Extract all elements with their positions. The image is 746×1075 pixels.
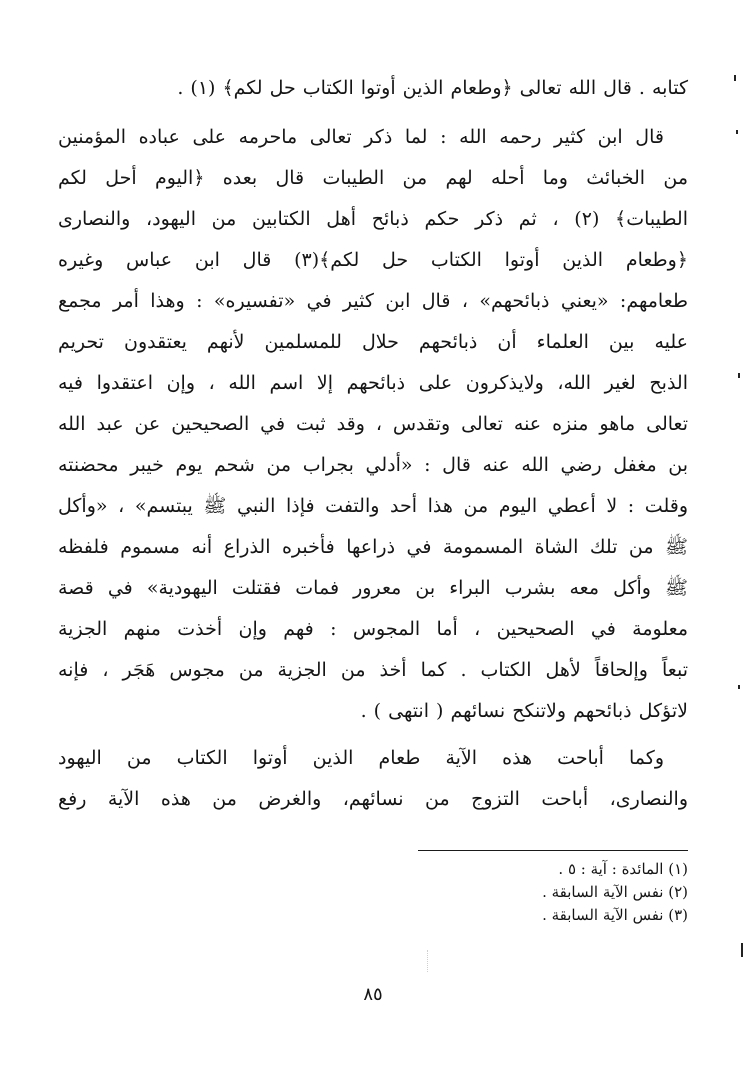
scan-mark bbox=[738, 373, 740, 378]
footnote-3: (٣) نفس الآية السابقة . bbox=[542, 906, 688, 924]
paragraph-3 bbox=[58, 738, 688, 820]
text-line: بن مغفل رضي الله عنه قال : «أدلي بجراب من شحم يوم خيبر محضنته bbox=[58, 454, 688, 476]
text-line: وقلت : لا أعطي اليوم من هذا أحد والتفت فإذا النبي ﷺ يبتسم» ، «وأكل bbox=[58, 495, 688, 517]
footnotes bbox=[418, 858, 688, 927]
text-line: والنصارى، أباحت التزوج من نسائهم، والغرض من هذه الآية رفع bbox=[58, 788, 688, 810]
paragraph-2 bbox=[58, 117, 688, 732]
footnote-1: (١) المائدة : آية : ٥ . bbox=[558, 860, 688, 878]
text-line: طعامهم: «يعني ذبائحهم» ، قال ابن كثير في «تفسيره» : وهذا أمر مجمع bbox=[58, 290, 688, 312]
scan-mark bbox=[741, 943, 743, 957]
text-line: تعالى ماهو منزه عنه تعالى وتقدس ، وقد ثبت في الصحيحين عن عبد الله bbox=[58, 413, 688, 435]
text-line: تبعاً وإلحاقاً لأهل الكتاب . كما أخذ من الجزية من مجوس هَجَر ، فإنه bbox=[58, 659, 688, 681]
text-line: كتابه . قال الله تعالى ﴿وطعام الذين أوتوا الكتاب حل لكم﴾ (١) . bbox=[177, 77, 688, 99]
paragraph-1 bbox=[58, 68, 688, 109]
text-line: لاتؤكل ذبائحهم ولاتنكح نسائهم ( انتهى ) . bbox=[360, 700, 688, 722]
scan-mark bbox=[734, 75, 736, 81]
text-line: قال ابن كثير رحمه الله : لما ذكر تعالى ماحرمه على عباده المؤمنين bbox=[58, 126, 664, 148]
text-line: ﷺ من تلك الشاة المسمومة في ذراعها فأخبره الذراع أنه مسموم فلفظه bbox=[58, 536, 688, 558]
text-line: الذبح لغير الله، ولايذكرون على ذبائحهم إلا اسم الله ، وإن اعتقدوا فيه bbox=[58, 372, 688, 394]
scan-mark bbox=[738, 685, 740, 689]
footnote-divider bbox=[418, 850, 688, 851]
footnote-2: (٢) نفس الآية السابقة . bbox=[542, 883, 688, 901]
scan-artifact bbox=[427, 950, 429, 972]
text-line: ﷺ وأكل معه بشرب البراء بن معرور فمات فقتلت اليهودية» في قصة bbox=[58, 577, 688, 599]
text-line: عليه بين العلماء أن ذبائحهم حلال للمسلمين لأنهم يعتقدون تحريم bbox=[58, 331, 688, 353]
scan-mark bbox=[736, 130, 738, 134]
text-line: ﴿وطعام الذين أوتوا الكتاب حل لكم﴾(٣) قال ابن عباس وغيره bbox=[58, 249, 688, 271]
text-line: من الخبائث وما أحله لهم من الطيبات قال بعده ﴿اليوم أحل لكم bbox=[58, 167, 688, 189]
page-number: ٨٥ bbox=[363, 984, 383, 1005]
text-line: معلومة في الصحيحين ، أما المجوس : فهم وإن أخذت منهم الجزية bbox=[58, 618, 688, 640]
text-line: الطيبات﴾ (٢) ، ثم ذكر حكم ذبائح أهل الكتابين من اليهود، والنصارى bbox=[58, 208, 688, 230]
text-line: وكما أباحت هذه الآية طعام الذين أوتوا الكتاب من اليهود bbox=[58, 747, 664, 769]
